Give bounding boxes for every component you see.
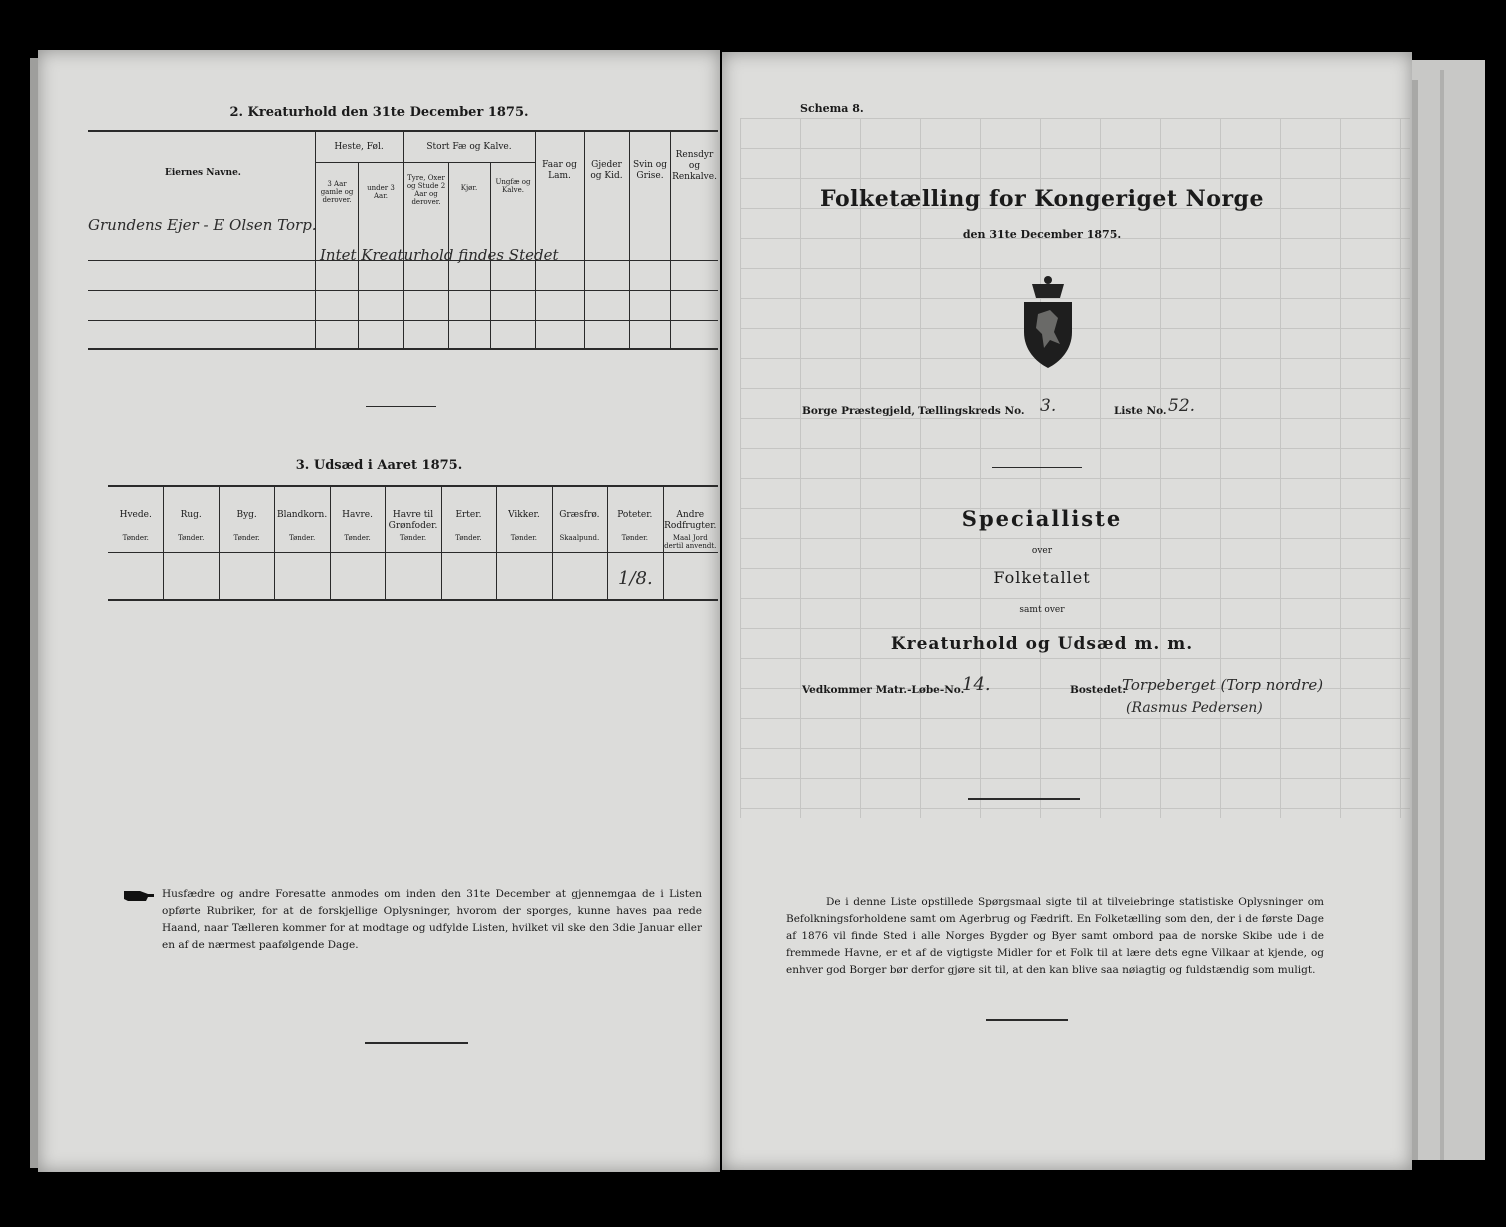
seed-column-divider — [552, 485, 553, 601]
seed-header-name: Havre til Grønfoder. — [388, 510, 438, 531]
seed-header-name: Erter. — [455, 510, 482, 520]
header-sheep: Faar og Lam. — [542, 160, 577, 181]
seed-header-unit: Maal Jord dertil anvendt. — [664, 534, 717, 550]
seed-header-unit: Tønder. — [288, 534, 316, 542]
folketallet: Folketallet — [993, 568, 1091, 587]
seed-header-unit: Skaalpund. — [559, 534, 600, 542]
notice-text: Husfædre og andre Foresatte anmodes om inden den 31te December at gjennemgaa de i Listen opførte Rubriker, for at de forskjellige Oplysninger, hvorom der sporges, kunne haves paa rede Haand, naar Tælleren kommer for at modtage og udfylde Listen, hvilket vil ske den 3die Januar eller en af de nærmest paafølgende Dage. — [162, 888, 702, 951]
samt-over: samt over — [1019, 605, 1065, 615]
seed-header-unit: Tønder. — [344, 534, 371, 542]
right-page — [722, 52, 1412, 1170]
header-reindeer: Rensdyr og Renkalve. — [672, 150, 717, 182]
seed-column-divider — [385, 485, 386, 601]
seed-column-divider — [163, 485, 164, 601]
page-stack-line — [1412, 80, 1418, 1160]
kreaturhold-title: Kreaturhold og Udsæd m. m. — [890, 634, 1194, 654]
footnote-text: De i denne Liste opstillede Spørgsmaal sigte til at tilveiebringe statistiske Oplysninger om Befolkningsforholdene samt om Agerbrug og Fædrift. En Folketælling som den, der i de første Dage af 1876 vil finde Sted i alle Norges Bygder og Byer samt ombord paa de norske Skibe ude i de fremmede Havne, er et af de vigtigste Midler for et Folk til at lære dets egne Vilkaar at kjende, og enhver god Borger bør derfor gjøre sit til, at den kan blive saa nøiagtig og fuldstændig som muligt. — [786, 896, 1324, 976]
seed-header-name: Andre Rodfrugter. — [664, 510, 717, 531]
seed-header-name: Havre. — [342, 510, 373, 520]
seed-header-unit: Tønder. — [399, 534, 427, 542]
seed-column-divider — [219, 485, 220, 601]
header-pigs: Svin og Grise. — [633, 160, 667, 181]
census-title: Folketælling for Kongeriget Norge — [820, 186, 1264, 212]
matr-no: 14. — [962, 674, 991, 695]
census-date: den 31te December 1875. — [962, 228, 1122, 241]
livestock-handwritten: Intet Kreaturhold findes Stedet — [320, 246, 559, 264]
list-no: 52. — [1168, 396, 1196, 416]
seed-header-name: Vikker. — [508, 510, 540, 520]
left-page — [38, 50, 720, 1172]
seed-header-unit: Tønder. — [233, 534, 260, 542]
header-owner: Eiernes Navne. — [165, 168, 241, 178]
seed-column-divider — [441, 485, 442, 601]
seed-header-unit: Tønder. — [178, 534, 205, 542]
seed-header-name: Byg. — [236, 510, 257, 520]
header-goats: Gjeder og Kid. — [590, 160, 623, 181]
district-no: 3. — [1040, 396, 1057, 416]
matr-label: Vedkommer Matr.-Løbe-No. — [802, 684, 965, 696]
bottom-divider — [365, 1042, 468, 1044]
page-stack-line-2 — [1440, 70, 1444, 1160]
bostedet-value-2: (Rasmus Pedersen) — [1126, 700, 1263, 716]
header-cattle-sub2: Kjør. — [460, 184, 478, 192]
header-horses-sub2: under 3 Aar. — [367, 184, 395, 200]
potatoes-handwritten: 1/8. — [618, 568, 653, 589]
seed-header-name: Græsfrø. — [559, 510, 600, 520]
seed-header-name: Poteter. — [617, 510, 653, 520]
seed-column-divider — [496, 485, 497, 601]
special-title: Specialliste — [961, 506, 1123, 531]
header-horses: Heste, Føl. — [334, 142, 384, 152]
seed-column-divider — [607, 485, 608, 601]
pointing-hand-icon — [124, 888, 154, 904]
header-cattle-sub1: Tyre, Oxer og Stude 2 Aar og derover. — [406, 174, 446, 206]
seed-column-divider — [330, 485, 331, 601]
header-horses-sub1: 3 Aar gamle og derover. — [320, 180, 354, 204]
seed-header-name: Hvede. — [119, 510, 152, 520]
bostedet-value: Torpeberget (Torp nordre) — [1122, 676, 1324, 694]
schema-label: Schema 8. — [800, 102, 864, 115]
divider-3 — [986, 1019, 1068, 1021]
bleed-through-grid — [740, 118, 1410, 818]
divider — [366, 406, 436, 407]
header-cattle: Stort Fæ og Kalve. — [426, 142, 512, 152]
seed-header-unit: Tønder. — [122, 534, 149, 542]
list-label: Liste No. — [1114, 405, 1167, 417]
parish-label: Borge Præstegjeld, — [802, 405, 916, 417]
coat-of-arms-icon — [1018, 274, 1078, 370]
divider-1 — [992, 467, 1082, 468]
section2-title: 2. Kreaturhold den 31te December 1875. — [229, 105, 529, 120]
over-1: over — [1031, 546, 1053, 556]
seed-header-name: Rug. — [180, 510, 202, 520]
seed-header-unit: Tønder. — [510, 534, 538, 542]
section3-title: 3. Udsæd i Aaret 1875. — [295, 458, 463, 473]
owner-handwritten: Grundens Ejer - E Olsen Torp. — [88, 216, 317, 234]
district-label: Tællingskreds No. — [918, 405, 1025, 417]
seed-column-divider — [274, 485, 275, 601]
bostedet-label: Bostedet: — [1070, 684, 1127, 696]
seed-header-unit: Tønder. — [455, 534, 482, 542]
divider-2 — [968, 798, 1080, 800]
seed-header-unit: Tønder. — [621, 534, 648, 542]
seed-header-name: Blandkorn. — [276, 510, 328, 520]
header-cattle-sub3: Ungfæ og Kalve. — [495, 178, 531, 194]
